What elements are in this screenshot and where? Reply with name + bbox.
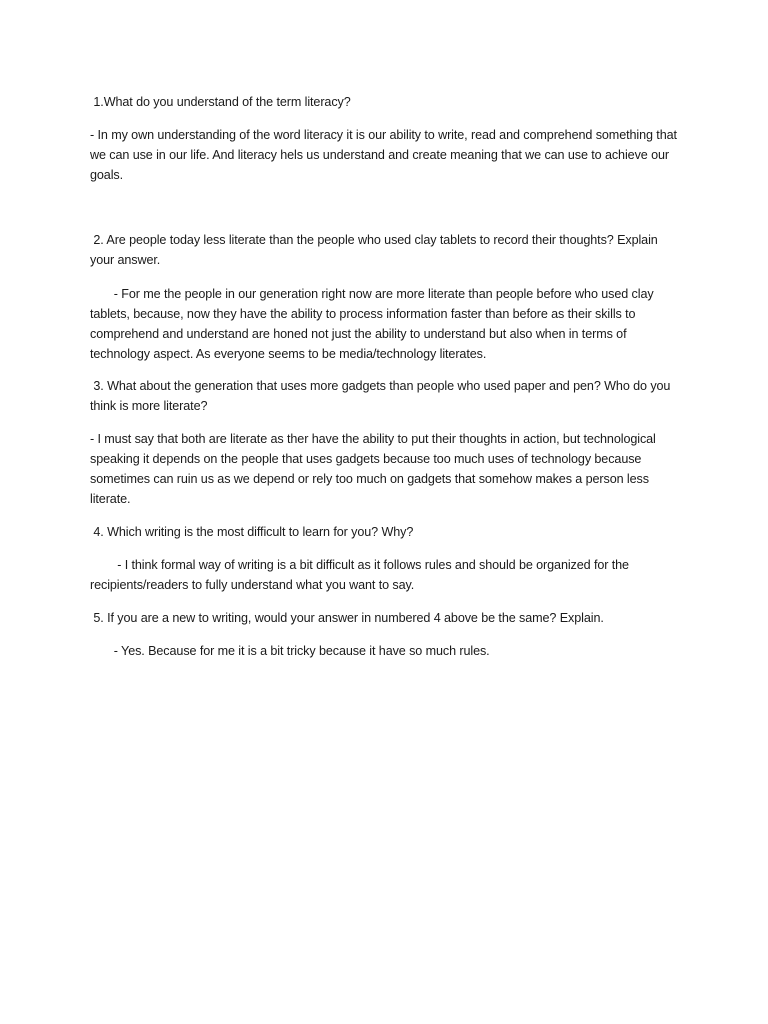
question-2: 2. Are people today less literate than the people who used clay tablets to record their thoughts? Explain your answer. [90,233,662,267]
question-5: 5. If you are a new to writing, would your answer in numbered 4 above be the same? Explain. [90,611,604,625]
question-4: 4. Which writing is the most difficult to learn for you? Why? [90,525,414,539]
question-3: 3. What about the generation that uses more gadgets than people who used paper and pen? Who do you think is more literate? [90,379,674,413]
question-1: 1.What do you understand of the term literacy? [90,95,351,109]
answer-4: - I think formal way of writing is a bit difficult as it follows rules and should be organized for the recipients/readers to fully understand what you want to say. [90,558,633,592]
answer-3: - I must say that both are literate as ther have the ability to put their thoughts in action, but technological speaking it depends on the people that uses gadgets because too much uses of technology because sometimes can ruin us as we depend or rely too much on gadgets that somehow makes a person less literate. [90,432,660,506]
answer-1: - In my own understanding of the word literacy it is our ability to write, read and comprehend something that we can use in our life. And literacy hels us understand and create meaning that we can use to achieve our goals. [90,128,681,182]
answer-2: - For me the people in our generation right now are more literate than people before who used clay tablets, because, now they have the ability to process information faster than before as their skills to comprehend and understand are honed not just the ability to understand but also when in terms of technology aspect. As everyone seems to be media/technology literates. [90,287,657,361]
answer-5: - Yes. Because for me it is a bit tricky because it have so much rules. [90,644,490,658]
